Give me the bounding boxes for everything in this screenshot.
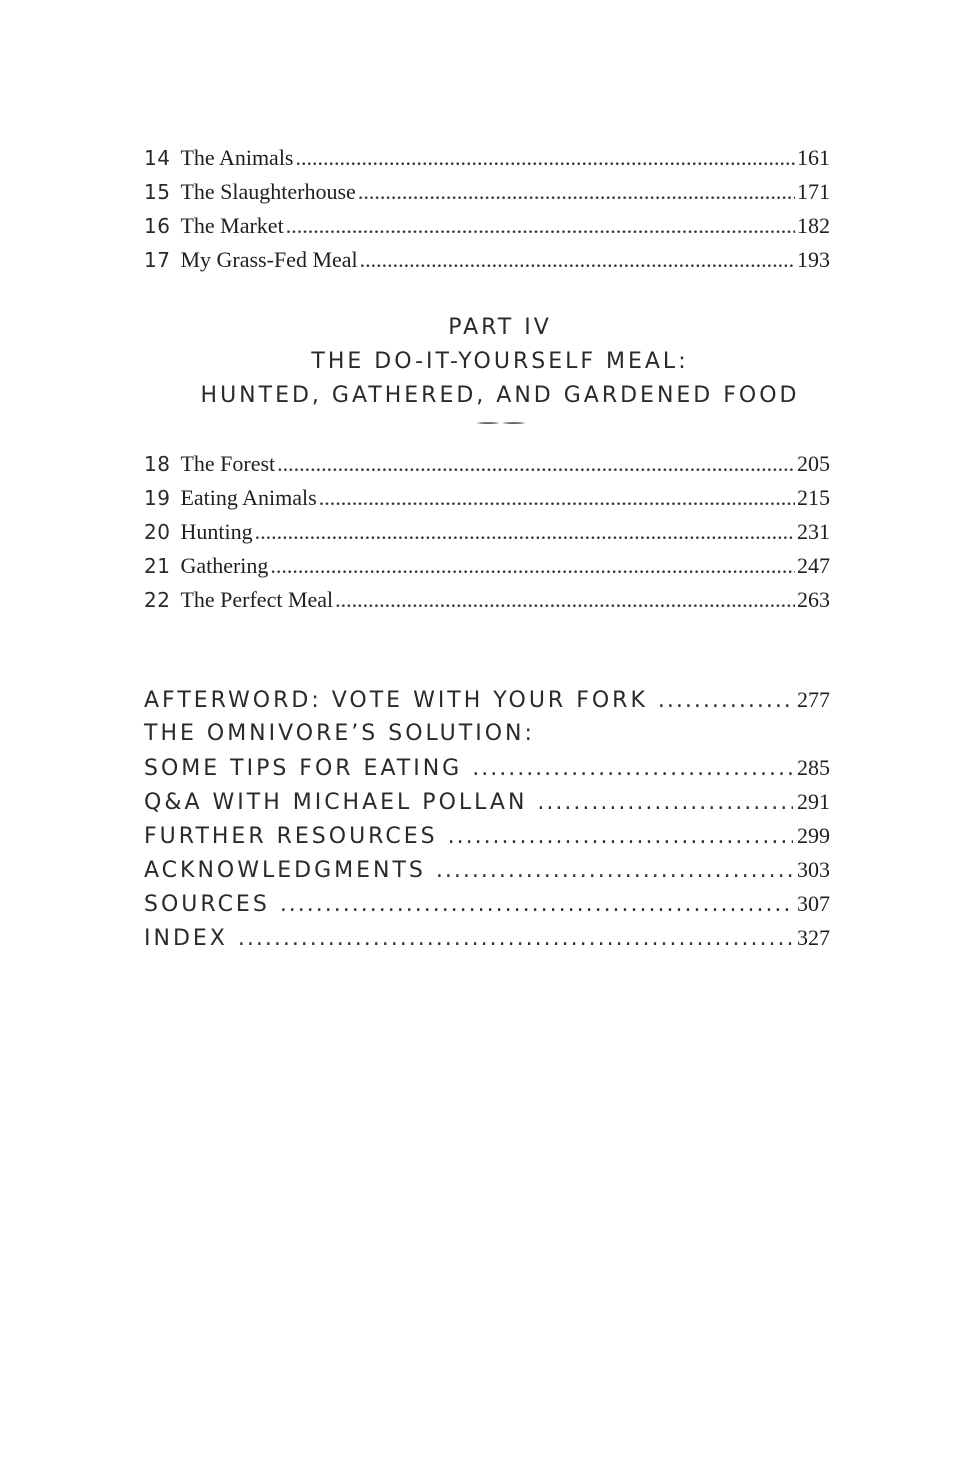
back-matter-list <box>144 683 830 955</box>
dot-leader <box>358 175 795 209</box>
chapter-list-part-4 <box>144 447 830 617</box>
page-number: 205 <box>797 451 830 476</box>
chapter-number: 18 <box>144 452 171 476</box>
dot-leader <box>238 922 793 956</box>
page-number: 193 <box>797 247 830 272</box>
dot-leader <box>658 684 793 718</box>
dot-leader <box>472 752 793 786</box>
chapter-number: 21 <box>144 554 171 578</box>
page-number: 171 <box>797 179 830 204</box>
page-number: 182 <box>797 213 830 238</box>
chapter-list-part-3 <box>144 141 830 277</box>
dot-leader <box>280 888 793 922</box>
back-matter-title: THE OMNIVORE’S SOLUTION: <box>144 721 535 746</box>
part-title-line-1: THE DO-IT-YOURSELF MEAL: <box>311 349 689 374</box>
ornament-divider-icon <box>476 420 526 426</box>
dot-leader <box>286 209 795 243</box>
toc-entry[interactable] <box>144 515 830 549</box>
back-matter-entry[interactable] <box>144 853 830 887</box>
chapter-number: 20 <box>144 520 171 544</box>
chapter-number: 16 <box>144 214 171 238</box>
dot-leader <box>255 515 795 549</box>
page-number: 285 <box>797 755 830 780</box>
back-matter-entry[interactable] <box>144 683 830 717</box>
chapter-title: Gathering <box>180 553 269 578</box>
page-number: 307 <box>797 891 830 916</box>
back-matter-entry[interactable] <box>144 717 830 751</box>
part-title-line-2: HUNTED, GATHERED, AND GARDENED FOOD <box>200 383 800 408</box>
chapter-title: The Market <box>180 213 284 238</box>
back-matter-entry[interactable] <box>144 921 830 955</box>
chapter-title: My Grass-Fed Meal <box>180 247 358 272</box>
toc-entry[interactable] <box>144 549 830 583</box>
page-number: 161 <box>797 145 830 170</box>
page-number: 277 <box>797 687 830 712</box>
back-matter-entry[interactable] <box>144 887 830 921</box>
dot-leader <box>436 854 793 888</box>
part-label: PART IV <box>448 315 552 340</box>
dot-leader <box>319 481 795 515</box>
page-number: 327 <box>797 925 830 950</box>
back-matter-title: Q&A WITH MICHAEL POLLAN <box>144 790 528 815</box>
back-matter-entry[interactable] <box>144 785 830 819</box>
toc-entry[interactable] <box>144 141 830 175</box>
toc-entry[interactable] <box>144 209 830 243</box>
toc-entry[interactable] <box>144 481 830 515</box>
back-matter-title: FURTHER RESOURCES <box>144 824 438 849</box>
dot-leader <box>296 141 796 175</box>
toc-entry[interactable] <box>144 175 830 209</box>
toc-entry[interactable] <box>144 243 830 277</box>
back-matter-entry[interactable] <box>144 819 830 853</box>
chapter-title: The Forest <box>180 451 276 476</box>
chapter-title: Hunting <box>180 519 253 544</box>
chapter-title: The Slaughterhouse <box>180 179 356 204</box>
chapter-title: Eating Animals <box>180 485 317 510</box>
dot-leader <box>335 583 795 617</box>
chapter-number: 17 <box>144 248 171 272</box>
back-matter-title: ACKNOWLEDGMENTS <box>144 858 426 883</box>
back-matter-title: SOME TIPS FOR EATING <box>144 756 463 781</box>
page-number: 303 <box>797 857 830 882</box>
dot-leader <box>277 447 795 481</box>
dot-leader <box>360 243 795 277</box>
page-number: 291 <box>797 789 830 814</box>
chapter-number: 22 <box>144 588 171 612</box>
toc-entry[interactable] <box>144 583 830 617</box>
page-number: 247 <box>797 553 830 578</box>
chapter-number: 19 <box>144 486 171 510</box>
back-matter-entry[interactable] <box>144 751 830 785</box>
page-number: 299 <box>797 823 830 848</box>
chapter-number: 15 <box>144 180 171 204</box>
dot-leader <box>270 549 795 583</box>
chapter-title: The Animals <box>180 145 294 170</box>
page-number: 263 <box>797 587 830 612</box>
dot-leader <box>448 820 793 854</box>
toc-entry[interactable] <box>144 447 830 481</box>
page-number: 215 <box>797 485 830 510</box>
back-matter-title: AFTERWORD: VOTE WITH YOUR FORK <box>144 688 648 713</box>
chapter-title: The Perfect Meal <box>180 587 334 612</box>
back-matter-title: SOURCES <box>144 892 270 917</box>
page-number: 231 <box>797 519 830 544</box>
back-matter-title: INDEX <box>144 926 228 951</box>
dot-leader <box>537 786 793 820</box>
chapter-number: 14 <box>144 146 171 170</box>
